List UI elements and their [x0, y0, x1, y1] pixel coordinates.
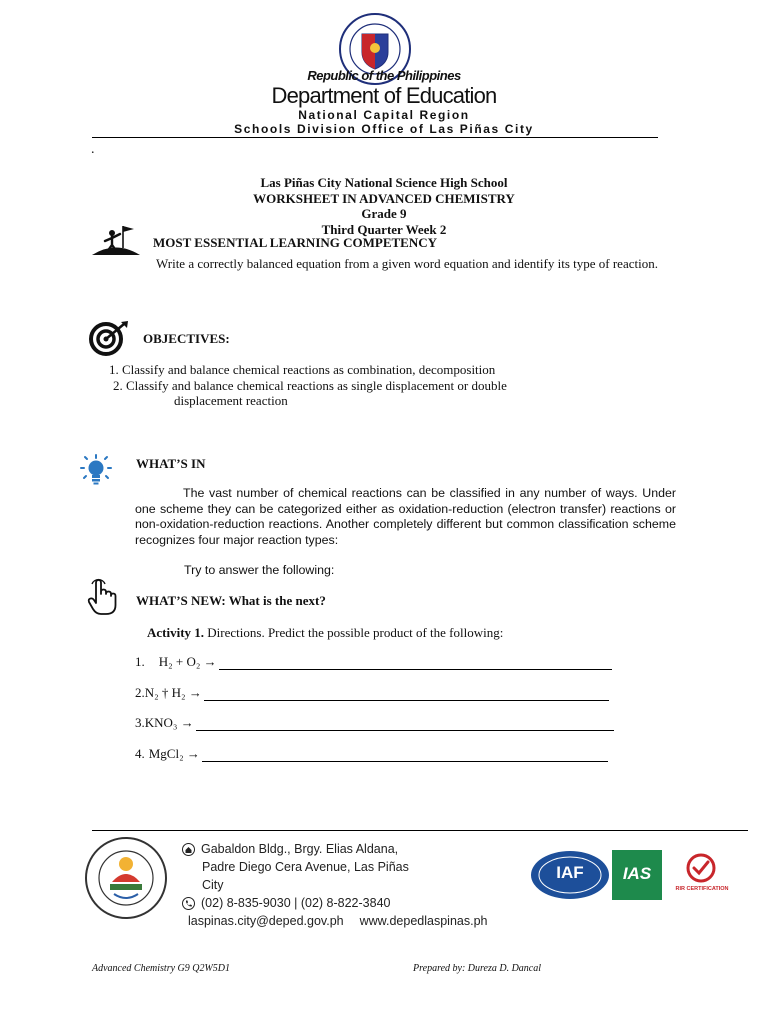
rir-certification-logo	[672, 852, 732, 900]
objectives-heading: OBJECTIVES:	[143, 331, 230, 346]
prepared-by: Prepared by: Dureza D. Dancal	[413, 963, 542, 974]
item-number: 3.	[135, 715, 145, 730]
whats-in-prompt: Try to answer the following:	[184, 563, 335, 577]
activity-item-1	[135, 654, 612, 670]
item-number: 2.	[135, 685, 145, 700]
item-formula: MgCl₂ →	[148, 746, 200, 761]
header-divider	[92, 137, 658, 138]
course-code: Advanced Chemistry G9 Q2W5D1	[92, 963, 231, 974]
sdo-las-pinas-seal-logo	[84, 836, 168, 920]
activity-label: Activity 1.	[147, 625, 205, 640]
region-label: National Capital Region	[298, 108, 470, 122]
activity-directions	[147, 625, 503, 641]
pointing-hand-icon	[86, 578, 118, 616]
phone-icon	[182, 897, 195, 910]
department-title: Department of Education	[271, 83, 497, 108]
activity-item-3	[135, 715, 614, 731]
activity-directions-text: Directions. Predict the possible product of the following:	[204, 625, 504, 640]
activity-item-2	[135, 685, 609, 701]
whats-in-heading: WHAT’S IN	[136, 456, 206, 471]
ias-label: IAS	[622, 864, 652, 883]
republic-label: Republic of the Philippines	[307, 68, 461, 83]
ias-logo	[612, 850, 662, 900]
answer-blank[interactable]	[202, 749, 608, 762]
item-formula: H₂ + O₂ →	[158, 654, 217, 669]
rir-emblem-icon	[684, 852, 718, 884]
objective-2-cont: displacement reaction	[174, 393, 288, 408]
division-label: Schools Division Office of Las Piñas City	[234, 122, 534, 136]
contact-row	[182, 912, 488, 930]
worksheet-title: WORKSHEET IN ADVANCED CHEMISTRY	[253, 190, 515, 206]
target-icon	[88, 320, 132, 356]
address-line-2: Padre Diego Cera Avenue, Las Piñas City	[202, 860, 409, 892]
rir-label: RIR CERTIFICATION	[675, 886, 729, 892]
phone-numbers: (02) 8-835-9030 | (02) 8-822-3840	[201, 896, 391, 910]
grade-label: Grade 9	[361, 206, 407, 221]
lightbulb-icon	[80, 454, 112, 488]
item-formula: KNO₃ →	[144, 715, 194, 730]
iaf-label: IAF	[556, 863, 584, 882]
address-line-1: Gabaldon Bldg., Brgy. Elias Aldana,	[201, 842, 399, 856]
objective-1: 1. Classify and balance chemical reactions as combination, decomposition	[109, 362, 496, 377]
item-formula: N₂ † H₂ →	[144, 685, 202, 700]
answer-blank[interactable]	[204, 688, 609, 701]
whats-new-heading: WHAT’S NEW: What is the next?	[136, 593, 326, 608]
whats-in-paragraph: The vast number of chemical reactions can be classified in any number of ways. Under one scheme they can be categorized either as oxidation-reduction (electron transfer) reactions or non-oxidation-reduction reactions. Another completely different but common classification scheme recognizes four major reaction types:	[135, 486, 676, 547]
home-icon	[182, 843, 195, 856]
summit-flag-icon	[90, 222, 142, 256]
melc-text: Write a correctly balanced equation from a given word equation and identify its type of reaction.	[156, 256, 658, 271]
answer-blank[interactable]	[196, 718, 614, 731]
answer-blank[interactable]	[219, 657, 612, 670]
quarter-label: Third Quarter Week 2	[321, 221, 447, 237]
melc-heading: MOST ESSENTIAL LEARNING COMPETENCY	[153, 235, 438, 250]
objective-2: 2. Classify and balance chemical reactions as single displacement or double	[113, 378, 507, 393]
address-block	[182, 840, 488, 930]
email-address[interactable]: laspinas.city@deped.gov.ph	[188, 914, 344, 928]
website-url[interactable]: www.depedlaspinas.ph	[359, 914, 488, 928]
phone-row	[182, 894, 432, 912]
item-number: 1.	[135, 654, 145, 669]
item-number: 4.	[135, 746, 145, 761]
stray-dot: .	[91, 142, 95, 157]
iaf-logo	[530, 850, 610, 900]
address-line-1-row	[182, 840, 432, 858]
school-name: Las Piñas City National Science High School	[260, 175, 508, 190]
activity-item-4	[135, 746, 608, 762]
footer-divider	[92, 830, 748, 831]
